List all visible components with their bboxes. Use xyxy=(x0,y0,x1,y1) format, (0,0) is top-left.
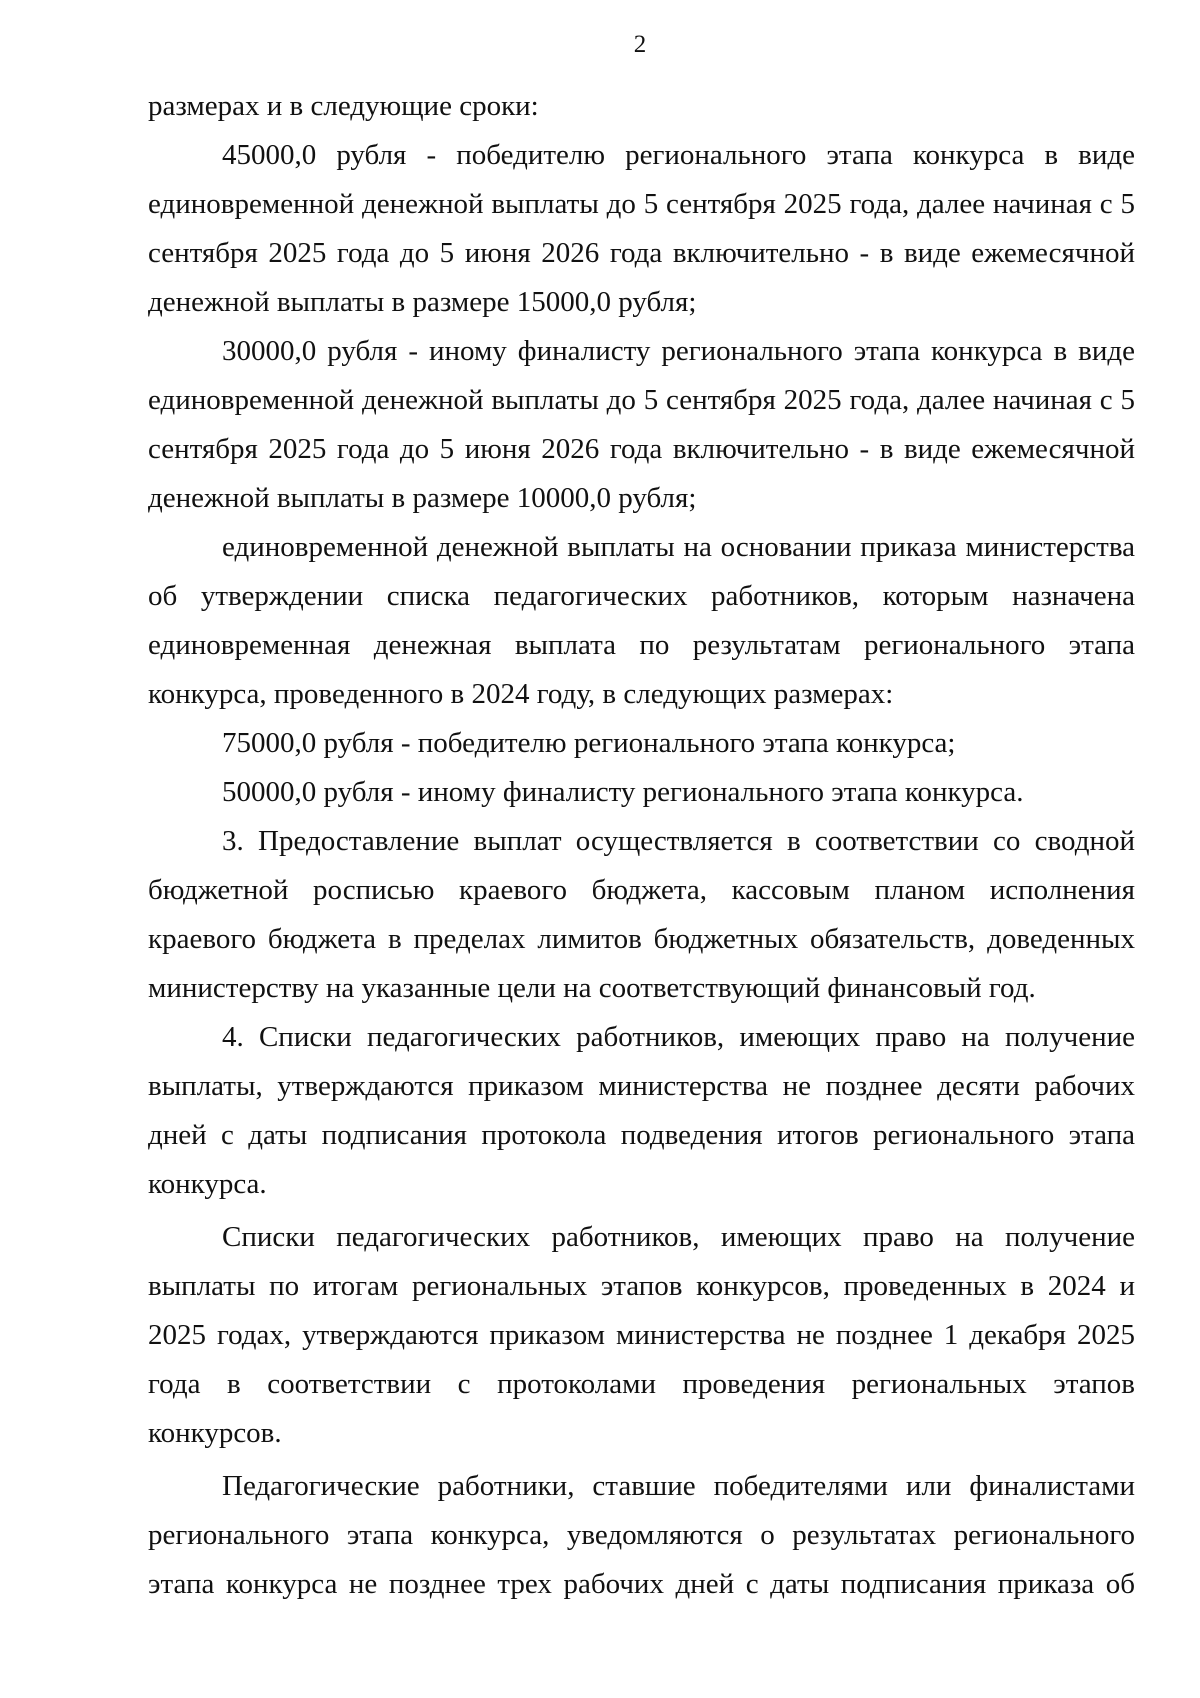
paragraph-lists-2024-2025: Списки педагогических работников, имеющих право на получение выплаты по итогам региональных этапов конкурсов, проведенных в 2024 и 2025 годах, утверждаются приказом министерства не позднее 1 декабря 2025 года в соответствии с протоколами проведения региональных этапов конкурсов. xyxy=(148,1221,1135,1449)
document-body xyxy=(148,82,1135,1609)
paragraph-item-3: 3. Предоставление выплат осуществляется в соответствии со сводной бюджетной росписью краевого бюджета, кассовым планом исполнения краевого бюджета в пределах лимитов бюджетных обязательств, доведенных министерству на указанные цели на соответствующий финансовый год. xyxy=(148,825,1135,1004)
page-number: 2 xyxy=(633,31,647,58)
paragraph-lump-sum-2024: единовременной денежной выплаты на основании приказа министерства об утверждении списка педагогических работников, которым назначена единовременная денежная выплата по результатам регионального этапа конкурса, проведенного в 2024 году, в следующих размерах: xyxy=(148,531,1135,710)
paragraph-winner-2024: 75000,0 рубля - победителю регионального этапа конкурса; xyxy=(222,727,956,759)
paragraph-finalist-payment: 30000,0 рубля - иному финалисту регионального этапа конкурса в виде единовременной денежной выплаты до 5 сентября 2025 года, далее начиная с 5 сентября 2025 года до 5 июня 2026 года включительно - в виде ежемесячной денежной выплаты в размере 10000,0 рубля; xyxy=(148,335,1135,514)
paragraph-notification: Педагогические работники, ставшие победителями или финалистами регионального этапа конкурса, уведомляются о результатах регионального этапа конкурса не позднее трех рабочих дней с даты подписания приказа об xyxy=(148,1470,1135,1600)
paragraph-item-4: 4. Списки педагогических работников, имеющих право на получение выплаты, утверждаются приказом министерства не позднее десяти рабочих дней с даты подписания протокола подведения итогов регионального этапа конкурса. xyxy=(148,1021,1135,1200)
paragraph-winner-payment: 45000,0 рубля - победителю регионального этапа конкурса в виде единовременной денежной выплаты до 5 сентября 2025 года, далее начиная с 5 сентября 2025 года до 5 июня 2026 года включительно - в виде ежемесячной денежной выплаты в размере 15000,0 рубля; xyxy=(148,139,1135,318)
paragraph-continuation: размерах и в следующие сроки: xyxy=(148,90,539,122)
paragraph-finalist-2024: 50000,0 рубля - иному финалисту регионального этапа конкурса. xyxy=(222,776,1024,808)
